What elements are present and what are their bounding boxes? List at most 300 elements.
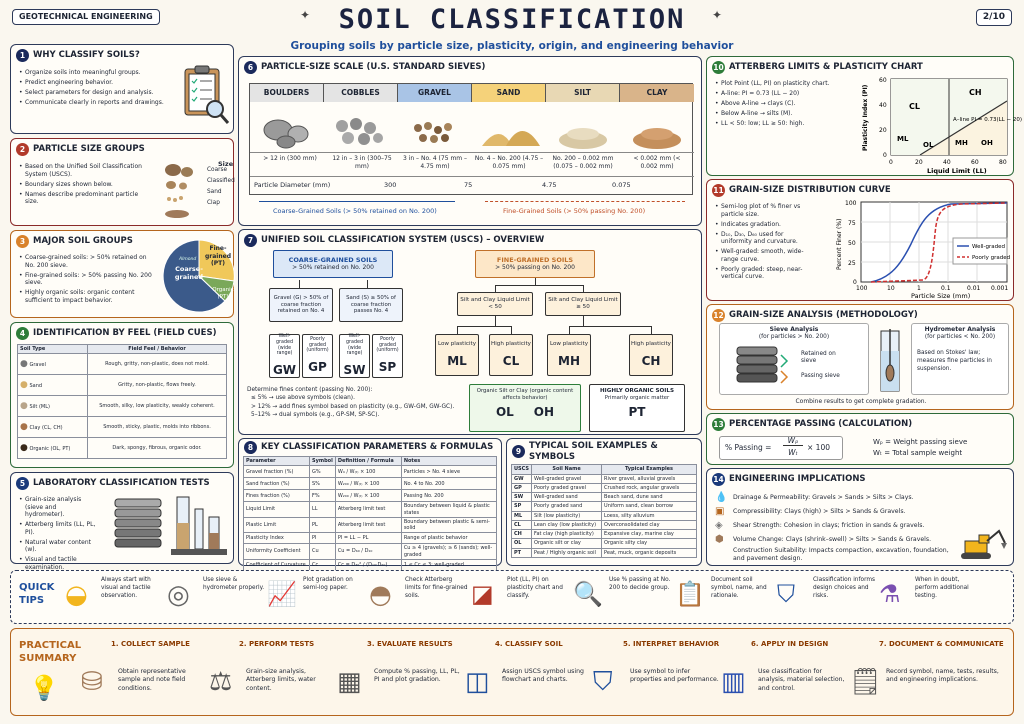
cell: Lean clay (low plasticity) [532, 520, 602, 529]
box-text: Gravel (G) > 50% of coarse fraction retained on No. 4 [273, 294, 329, 315]
step-desc: Record symbol, name, tests, results, and engineering implications. [886, 668, 999, 684]
table-row [512, 530, 697, 539]
legend-entry: Poorly graded [972, 255, 1011, 261]
tip-text: When in doubt, perform additional testing. [915, 577, 969, 599]
tick-label: 60 [971, 159, 979, 166]
section-number: 14 [712, 473, 725, 486]
tick-label: 75 [848, 220, 856, 227]
section-title: TYPICAL SOIL EXAMPLES & SYMBOLS [529, 441, 658, 462]
list-item: • LL < 50: low; LL ≥ 50: high. [715, 120, 841, 128]
zone-label-ml: ML [897, 135, 909, 143]
cell: Poorly graded sand [532, 502, 602, 511]
section-title: PARTICLE-SIZE SCALE (U.S. STANDARD SIEVES) [261, 62, 486, 73]
cell: Silt (ML) [29, 403, 50, 410]
definition-wp: Wₚ = Weight passing sieve [873, 438, 968, 446]
cell: Cc = D₃₀² / (D₁₀·D₆₀) [335, 559, 401, 571]
cell: SW [512, 493, 532, 502]
axis-title: Liquid Limit (LL) [927, 167, 987, 175]
panel-lab-tests [10, 472, 234, 571]
section-number: 8 [244, 441, 257, 454]
cell: No. 4 to No. 200 [401, 478, 496, 490]
symbol-gp: GP [308, 360, 327, 375]
section-title: ATTERBERG LIMITS & PLASTICITY CHART [729, 62, 923, 73]
box-title: HIGHLY ORGANIC SOILS [600, 388, 674, 394]
cell: Cc [310, 559, 336, 571]
symbol-sw: SW [343, 363, 366, 378]
tick-label: 0 [889, 159, 893, 166]
cell: PI = LL − PL [335, 533, 401, 544]
shield-check-icon: ⛉ [777, 580, 795, 608]
panel-uscs-overview [238, 229, 702, 435]
gw-box [269, 334, 300, 378]
table-row [244, 502, 497, 518]
highly-organic-box [589, 384, 685, 432]
list-item: • A-line: PI = 0.73 (LL − 20) [715, 90, 841, 98]
definition-wt: Wₜ = Total sample weight [873, 449, 963, 457]
step-title: 1. COLLECT SAMPLE [111, 640, 190, 648]
list-item: • Indicates gradation. [715, 221, 813, 229]
tip-text: Always start with visual and tactile observation. [101, 577, 151, 599]
table-row [18, 417, 227, 438]
formula-times: × 100 [807, 443, 830, 452]
page-title: SOIL CLASSIFICATION [338, 4, 686, 35]
tick-label: 20 [915, 159, 923, 166]
graph-icon: 📈 [267, 580, 297, 608]
shield-check-icon: ⛉ [593, 667, 613, 697]
cell: Poorly graded gravel [532, 483, 602, 492]
box-sub: > 50% retained on No. 200 [292, 264, 374, 272]
diameter-75: 75 [464, 181, 473, 189]
list-item: • Communicate clearly in reports and drawings. [19, 99, 165, 107]
step-title: 7. DOCUMENT & COMMUNICATE [879, 640, 1004, 648]
hydrometer-desc: Based on Stokes' law; measures fine particles in suspension. [917, 350, 992, 373]
symbol-gw: GW [272, 363, 297, 378]
formula-numerator: Wₚ [783, 436, 803, 446]
cell: Particles > No. 4 sieve [401, 466, 496, 478]
symbol-cl: CL [502, 353, 520, 368]
list-item: • Names describe predominant particle size. [19, 191, 145, 206]
column-header: Field Feel / Behavior [88, 345, 227, 354]
cell: Rough, gritty, non-plastic, does not mold. [88, 354, 227, 375]
list-item: • Well-graded: smooth, wide-range curve. [715, 248, 813, 263]
cell: Clay (CL, CH) [29, 424, 63, 431]
lab-equipment-icon [111, 489, 231, 561]
cell: Dark, spongy, fibrous, organic odor. [88, 438, 227, 459]
ch-box [629, 334, 673, 376]
classify-chart-icon: ◫ [465, 667, 490, 697]
gravel-group-box [269, 288, 333, 322]
column-header: Soil Name [532, 465, 602, 474]
table-row [512, 539, 697, 548]
cell: Organic (OL, PT) [29, 445, 71, 452]
list-item: • Natural water content (w). [19, 539, 97, 554]
panel-engineering-implications [706, 468, 1014, 566]
header-tag: GEOTECHNICAL ENGINEERING [12, 9, 160, 25]
tick-label: 40 [879, 102, 887, 109]
cell: G% [310, 466, 336, 478]
implication-item: Volume Change: Clays (shrink–swell) > Silts > Sands & Gravels. [733, 536, 932, 543]
label: Sand [207, 189, 222, 195]
list-item: • Above A-line → clays (C). [715, 100, 841, 108]
hard-hat-icon: ◒ [65, 580, 88, 610]
cell: GP [512, 483, 532, 492]
cell: GW [512, 474, 532, 483]
zone-label-ch: CH [969, 88, 982, 97]
list-item: • Based on the Unified Soil Classification System (USCS). [19, 163, 145, 178]
page-subtitle: Grouping soils by particle size, plasticity, origin, and engineering behavior [290, 40, 734, 52]
step-desc: Assign USCS symbol using flowchart and charts. [502, 668, 584, 684]
cell: Uniformity Coefficient [244, 544, 310, 560]
tick-label: 0.01 [967, 285, 981, 292]
panel-atterberg-limits [706, 56, 1022, 176]
panel-percentage-passing [706, 413, 1014, 465]
calculator-icon: ▦ [337, 667, 362, 697]
list-item: • Below A-line → silts (M). [715, 110, 841, 118]
symbol-ch: CH [641, 353, 661, 368]
list-item: • Grain-size analysis (sieve and hydrometer). [19, 496, 97, 519]
list-item: • Boundary sizes shown below. [19, 181, 145, 189]
section-number: 10 [712, 61, 725, 74]
fine-grained-label: Fine-Grained Soils (> 50% passing No. 200) [503, 207, 646, 215]
cell: Well-graded gravel [532, 474, 602, 483]
step-title: 6. APPLY IN DESIGN [751, 640, 829, 648]
step-desc: Compute % passing, LL, PL, PI and plot gradation. [374, 668, 460, 684]
cell: PL [310, 517, 336, 533]
size-clay: < 0.002 mm (< 0.002 mm) [633, 155, 681, 170]
sieve-stack-icon [731, 343, 791, 393]
section-title: GRAIN-SIZE DISTRIBUTION CURVE [729, 185, 891, 196]
clipboard-magnifier-icon [181, 63, 231, 129]
section-title: PARTICLE SIZE GROUPS [33, 144, 145, 155]
field-cues-table [17, 344, 227, 459]
lightbulb-icon: 💡 [29, 674, 59, 702]
cell: CH [512, 530, 532, 539]
list-item: • Semi-log plot of % finer vs particle size. [715, 203, 813, 218]
list-item: • Organize soils into meaningful groups. [19, 69, 165, 77]
cell: W₂₀₀ / W₍ₜ₎ × 100 [335, 478, 401, 490]
table-row [18, 438, 227, 459]
gp-box [302, 334, 333, 378]
list-item: • Plot Point (LL, PI) on plasticity chart. [715, 80, 841, 88]
box-title: COARSE-GRAINED SOILS [288, 256, 378, 265]
axis-title: Plasticity Index (PI) [862, 84, 869, 151]
step-title: 5. INTERPRET BEHAVIOR [623, 640, 720, 648]
table-row [512, 548, 697, 557]
col-header-silt: SILT [546, 84, 620, 102]
atterberg-cup-icon: ◓ [369, 580, 392, 610]
coarse-grained-box [273, 250, 393, 278]
cell: Crushed rock, angular gravels [602, 483, 697, 492]
section-number: 12 [712, 309, 725, 322]
soil-examples-table [511, 464, 697, 558]
table-row [512, 474, 697, 483]
fines-note: > 12% → add fines symbol based on plasticity (e.g., GW-GM, GW-GC). [251, 403, 455, 410]
organic-silt-clay-box [469, 384, 581, 432]
list-item: • Select parameters for design and analysis. [19, 89, 165, 97]
tip-text: Plot gradation on semi-log paper. [303, 577, 353, 591]
cell: Uniform sand, clean borrow [602, 502, 697, 511]
panel-major-soil-groups [10, 230, 234, 318]
symbol-sp: SP [378, 360, 397, 375]
label: Clap [207, 200, 220, 206]
cell: W₄ / W₍ₜ₎ × 100 [335, 466, 401, 478]
quick-tips-bar [10, 570, 1014, 624]
tick-label: 25 [848, 260, 856, 267]
cell: Sand [29, 382, 43, 389]
coarse-grained-label: Coarse-Grained Soils (> 50% retained on No. 200) [273, 207, 437, 215]
col-header-boulders: BOULDERS [250, 84, 324, 102]
section-number: 5 [16, 477, 29, 490]
col-header-cobbles: COBBLES [324, 84, 398, 102]
box-sub: Primarily organic matter [604, 394, 670, 401]
sieve-icon: ◎ [167, 580, 190, 610]
label: Classified [207, 178, 235, 184]
diameter-4-75: 4.75 [542, 181, 557, 189]
cell: SP [512, 502, 532, 511]
tip-text: Use sieve & hydrometer properly. [203, 577, 265, 591]
size-silt: No. 200 – 0.002 mm (0.075 – 0.002 mm) [552, 155, 614, 170]
tip-text: Document soil symbol, name, and rationale. [711, 577, 767, 599]
cell: Plasticity Index [244, 533, 310, 544]
silt-clay-high-box [545, 292, 621, 316]
zone-label-mh: MH [955, 139, 968, 147]
soil-particles-icon [159, 161, 203, 223]
size-gravel: 3 in – No. 4 (75 mm – 4.75 mm) [402, 155, 468, 170]
box-text: High plasticity [631, 341, 671, 347]
section-title: LABORATORY CLASSIFICATION TESTS [33, 478, 210, 489]
cell: Passing No. 200 [401, 490, 496, 502]
section-number: 3 [16, 235, 29, 248]
volume-change-icon: ⬢ [715, 534, 724, 545]
pie-label-fine: Fine-grained (PT) [205, 245, 231, 267]
test-apparatus-icon: ⚖ [209, 667, 233, 697]
cl-box [489, 334, 533, 376]
combine-note: Combine results to get complete gradation. [795, 398, 927, 405]
cell: LL [310, 502, 336, 518]
tip-text: Check Atterberg limits for fine-grained soils. [405, 577, 468, 599]
organic-icon: ● [20, 442, 28, 453]
excavator-icon [957, 527, 1007, 563]
panel-typical-examples [506, 438, 702, 566]
pie-label-organic: Organic (PT) [212, 287, 234, 300]
axis-title: Particle Size (mm) [911, 292, 971, 300]
cell: Cu ≥ 4 (gravels); ≥ 6 (sands); well-graded [401, 544, 496, 560]
tick-label: 60 [879, 77, 887, 84]
zone-label-ol: OL [923, 141, 934, 149]
symbol-pt: PT [628, 404, 646, 419]
size-boulders: > 12 in (300 mm) [263, 155, 317, 162]
tick-label: 1 [917, 285, 921, 292]
col-header-sand: SAND [472, 84, 546, 102]
section-number: 7 [244, 234, 257, 247]
step-title: 4. CLASSIFY SOIL [495, 640, 563, 648]
cell: Smooth, sticky, plastic, molds into ribbons. [88, 417, 227, 438]
panel-grain-size-curve [706, 179, 1014, 301]
diameter-0-075: 0.075 [612, 181, 631, 189]
grain-size-chart [831, 194, 1013, 300]
section-number: 9 [512, 445, 525, 458]
cell: S% [310, 478, 336, 490]
tick-label: 0 [883, 152, 887, 159]
symbol-ol: OL [495, 405, 514, 420]
cell: Gravel [29, 361, 46, 368]
water-drop-icon: 💧 [715, 492, 728, 503]
cell: Gravel fraction (%) [244, 466, 310, 478]
box-text: Poorly graded (uniform) [306, 336, 329, 354]
column-header: USCS [512, 465, 532, 474]
cell: Organic silty clay [602, 539, 697, 548]
passing-label: Passing sieve [801, 373, 840, 379]
cell: River gravel, alluvial gravels [602, 474, 697, 483]
shear-icon: ◈ [715, 520, 723, 531]
sample-jar-icon: ⛁ [81, 667, 103, 697]
tick-label: 50 [848, 240, 856, 247]
implication-item: Shear Strength: Cohesion in clays; friction in sands & gravels. [733, 522, 925, 529]
box-title: FINE-GRAINED SOILS [496, 256, 574, 265]
page-number-badge: 2/10 [976, 9, 1012, 26]
table-row [18, 396, 227, 417]
document-icon: 🗒 [849, 667, 883, 697]
table-row [18, 375, 227, 396]
hydrometer-sub: (for particles < No. 200) [924, 334, 996, 340]
cell: PI [310, 533, 336, 544]
section-title: ENGINEERING IMPLICATIONS [729, 474, 866, 485]
plasticity-chart [857, 71, 1022, 175]
gravel-icon: ● [20, 358, 28, 369]
cell: Organic silt or clay [532, 539, 602, 548]
tick-label: 0 [853, 279, 857, 286]
cell: ML [512, 511, 532, 520]
cell: Range of plastic behavior [401, 533, 496, 544]
tick-label: 20 [879, 127, 887, 134]
table-row [512, 511, 697, 520]
implication-item: Construction Suitability: Impacts compaction, excavation, foundation, and pavement design. [733, 547, 949, 563]
box-text: Silt and Clay Liquid Limit < 50 [460, 297, 530, 310]
pie-label-coarse: Coarse-grained [174, 265, 204, 282]
legend-entry: Well-graded [972, 244, 1006, 250]
pie-label-small: Almond [179, 257, 197, 262]
section-title: WHY CLASSIFY SOILS? [33, 50, 140, 61]
tick-label: 0.1 [941, 285, 951, 292]
tick-label: 0.001 [991, 285, 1009, 292]
list-item: • Coarse-grained soils: > 50% retained on No. 200 sieve. [19, 254, 157, 269]
sieve-title: Sieve Analysis [769, 326, 819, 333]
section-number: 13 [712, 418, 725, 431]
tick-label: 80 [999, 159, 1007, 166]
list-item: • Poorly graded: steep, near-vertical curve. [715, 266, 813, 281]
diameter-300: 300 [384, 181, 397, 189]
clay-icon: ● [20, 421, 28, 432]
panel-particle-size-groups [10, 138, 234, 226]
label: Coarse [207, 167, 228, 173]
box-text: Well-graded (wide range) [276, 333, 293, 357]
zone-label-cl: CL [909, 102, 920, 111]
symbol-ml: ML [447, 353, 467, 368]
section-title: PERCENTAGE PASSING (CALCULATION) [729, 419, 913, 430]
section-number: 4 [16, 327, 29, 340]
section-title: MAJOR SOIL GROUPS [33, 236, 133, 247]
symbol-mh: MH [558, 353, 580, 368]
box-text: Poorly graded (uniform) [376, 336, 399, 354]
column-header: Symbol [310, 457, 336, 466]
table-row [244, 533, 497, 544]
size-cobbles: 12 in – 3 in (300–75 mm) [332, 155, 392, 170]
step-desc: Obtain representative sample and note field conditions. [118, 668, 186, 692]
sand-group-box [339, 288, 403, 322]
sw-box [339, 334, 370, 378]
tip-text: Use % passing at No. 200 to decide group. [609, 577, 671, 591]
box-text: Sand (S) ≥ 50% of coarse fraction passes No. 4 [346, 294, 396, 315]
cell: Silt (low plasticity) [532, 511, 602, 520]
col-header-clay: CLAY [620, 84, 694, 102]
summary-title: PRACTICAL SUMMARY [19, 640, 82, 664]
step-desc: Grain-size analysis, Atterberg limits, water content. [246, 668, 316, 692]
tip-text: Plot (LL, PI) on plasticity chart and classify. [507, 577, 563, 599]
flask-icon: ⚗ [879, 580, 901, 608]
tick-label: 100 [856, 285, 868, 292]
sp-box [372, 334, 403, 378]
checklist-icon: 📋 [675, 580, 705, 608]
size-sand: No. 4 – No. 200 (4.75 – 0.075 mm) [474, 155, 544, 170]
quick-tips-title: QUICK TIPS [19, 582, 55, 606]
cell: Atterberg limit test [335, 517, 401, 533]
cell: Coefficient of Curvature [244, 559, 310, 571]
step-desc: Use classification for analysis, material selection, and control. [758, 668, 845, 692]
ml-box [435, 334, 479, 376]
cell: Smooth, silky, low plasticity, weakly coherent. [88, 396, 227, 417]
cell: Fat clay (high plasticity) [532, 530, 602, 539]
cell: 1 ≤ Cc ≤ 3: well-graded [401, 559, 496, 571]
step-title: 2. PERFORM TESTS [239, 640, 315, 648]
formula-lhs: % Passing = [725, 443, 772, 452]
sand-icon: ● [20, 379, 28, 390]
box-text: Organic Silt or Clay (organic content affects behavior) [476, 388, 574, 401]
bar-chart-icon: ▥ [721, 667, 746, 697]
tick-label: 10 [887, 285, 895, 292]
cell: Boundary between liquid & plastic states [401, 502, 496, 518]
table-row [244, 466, 497, 478]
cell: Atterberg limit test [335, 502, 401, 518]
col-header-gravel: GRAVEL [398, 84, 472, 102]
retained-label: Retained on sieve [801, 351, 836, 365]
compression-icon: ▣ [715, 506, 725, 517]
particle-illustrations [250, 102, 694, 152]
cell: Fines fraction (%) [244, 490, 310, 502]
list-item: • D₁₀, D₃₀, D₆₀ used for uniformity and curvature. [715, 231, 813, 246]
cell: PT [512, 548, 532, 557]
section-number: 2 [16, 143, 29, 156]
sieve-sub: (for particles > No. 200) [758, 334, 830, 340]
implication-item: Compressibility: Clays (high) > Silts > Sands & Gravels. [733, 508, 906, 515]
cell: OL [512, 539, 532, 548]
section-title: KEY CLASSIFICATION PARAMETERS & FORMULAS [261, 442, 494, 453]
hydrometer-icon [875, 327, 905, 395]
column-header: Typical Examples [602, 465, 697, 474]
box-text: Low plasticity [549, 341, 589, 347]
list-item: • Visual and tactile examination. [19, 556, 97, 571]
cell: Peat, muck, organic deposits [602, 548, 697, 557]
zone-label-oh: OH [981, 139, 993, 147]
panel-identification-by-feel [10, 322, 234, 468]
section-number: 11 [712, 184, 725, 197]
section-number: 1 [16, 49, 29, 62]
cell: F% [310, 490, 336, 502]
fine-grained-box [475, 250, 595, 278]
table-row [512, 483, 697, 492]
column-header: Definition / Formula [335, 457, 401, 466]
table-row [512, 493, 697, 502]
tick-label: 100 [845, 200, 857, 207]
